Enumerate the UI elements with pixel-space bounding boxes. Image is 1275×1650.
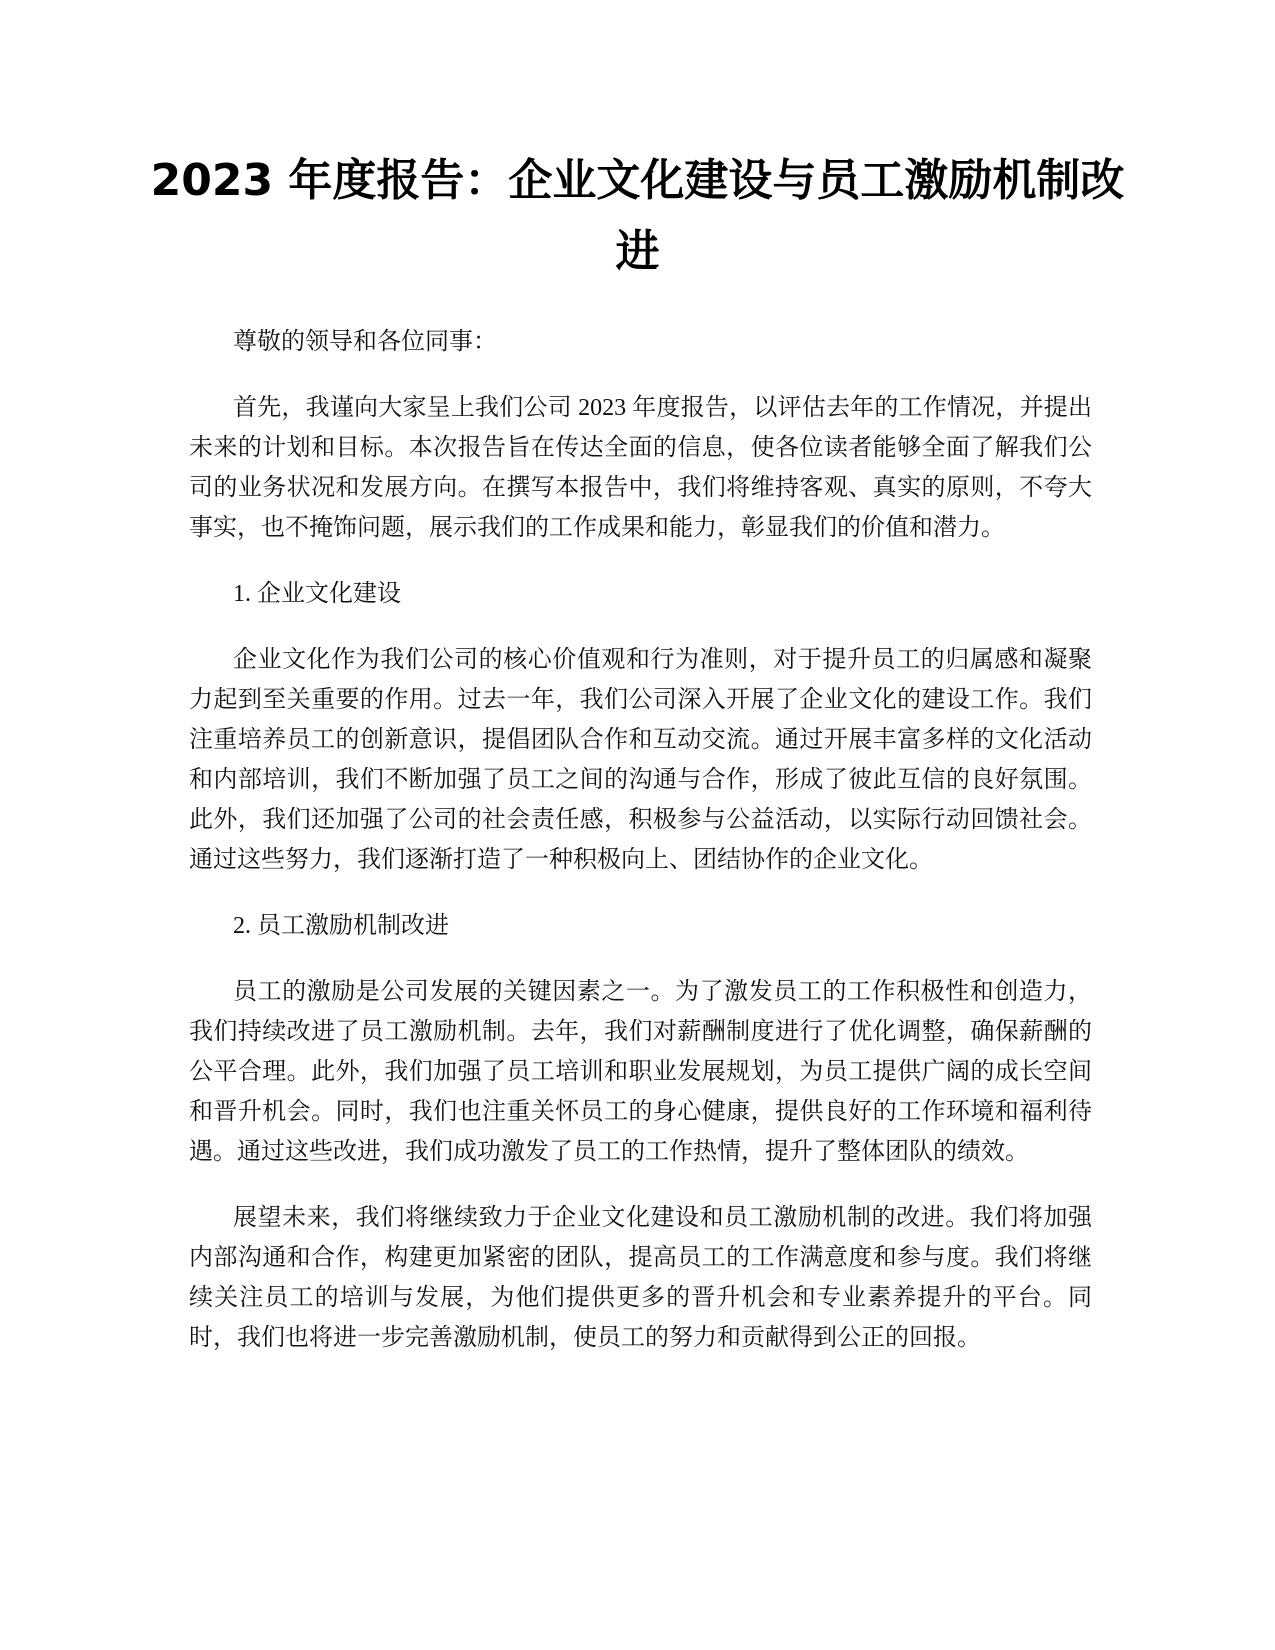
section-2-heading: 2. 员工激励机制改进 <box>233 913 449 939</box>
section-2-paragraph: 员工的激励是公司发展的关键因素之一。为了激发员工的工作积极性和创造力，我们持续改进了员工激励机制。去年，我们对薪酬制度进行了优化调整，确保薪酬的公平合理。此外，我们加强了员工培训和职业发展规划，为员工提供广阔的成长空间和晋升机会。同时，我们也注重关怀员工的身心健康，提供良好的工作环境和福利待遇。通过这些改进，我们成功激发了员工的工作热情，提升了整体团队的绩效。 <box>189 979 1092 1165</box>
greeting-paragraph: 尊敬的领导和各位同事： <box>233 329 497 355</box>
outlook-paragraph: 展望未来，我们将继续致力于企业文化建设和员工激励机制的改进。我们将加强内部沟通和合作，构建更加紧密的团队，提高员工的工作满意度和参与度。我们将继续关注员工的培训与发展，为他们提供更多的晋升机会和专业素养提升的平台。同时，我们也将进一步完善激励机制，使员工的努力和贡献得到公正的回报。 <box>189 1205 1092 1351</box>
section-1-heading: 1. 企业文化建设 <box>233 581 401 607</box>
document-body <box>189 322 1092 1384</box>
document-title: 2023 年度报告：企业文化建设与员工激励机制改进 <box>150 155 1125 277</box>
section-1-paragraph: 企业文化作为我们公司的核心价值观和行为准则，对于提升员工的归属感和凝聚力起到至关重要的作用。过去一年，我们公司深入开展了企业文化的建设工作。我们注重培养员工的创新意识，提倡团队合作和互动交流。通过开展丰富多样的文化活动和内部培训，我们不断加强了员工之间的沟通与合作，形成了彼此互信的良好氛围。此外，我们还加强了公司的社会责任感，积极参与公益活动，以实际行动回馈社会。通过这些努力，我们逐渐打造了一种积极向上、团结协作的企业文化。 <box>189 647 1092 873</box>
intro-paragraph: 首先，我谨向大家呈上我们公司 2023 年度报告，以评估去年的工作情况，并提出未来的计划和目标。本次报告旨在传达全面的信息，使各位读者能够全面了解我们公司的业务状况和发展方向。在撰写本报告中，我们将维持客观、真实的原则，不夸大事实，也不掩饰问题，展示我们的工作成果和能力，彰显我们的价值和潜力。 <box>189 395 1092 541</box>
